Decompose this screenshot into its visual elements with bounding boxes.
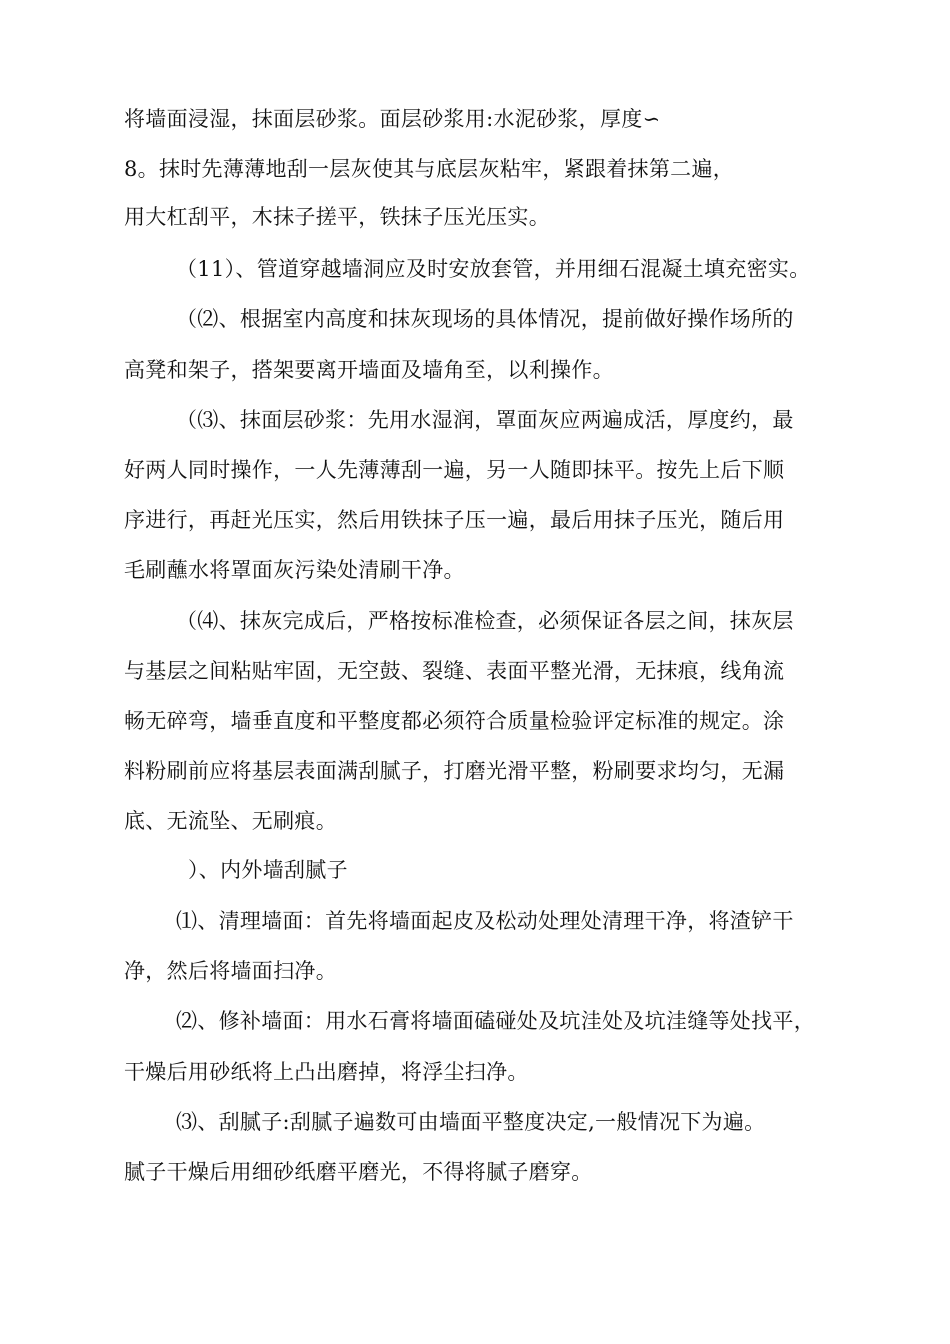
text-line: 干燥后用砂纸将上凸出磨掉，将浮尘扫净。 bbox=[124, 1060, 529, 1084]
text-line: ⑴、清理墙面：首先将墙面起皮及松动处理处清理干净，将渣铲干 bbox=[176, 909, 794, 933]
text-line: 净，然后将墙面扫净。 bbox=[124, 959, 337, 983]
text-line: ⑵、修补墙面：用水石膏将墙面磕碰处及坑洼处及坑洼缝等处找平， bbox=[176, 1009, 815, 1033]
text-line: 腻子干燥后用细砂纸磨平磨光，不得将腻子磨穿。 bbox=[124, 1160, 593, 1184]
text-line: 好两人同时操作，一人先薄薄刮一遍，另一人随即抹平。按先上后下顺 bbox=[124, 458, 785, 482]
text-line: 序进行，再赶光压实，然后用铁抹子压一遍，最后用抹子压光，随后用 bbox=[124, 508, 785, 532]
text-line: 底、无流坠、无刷痕。 bbox=[124, 809, 337, 833]
text-line: 用大杠刮平，木抹子搓平，铁抹子压光压实。 bbox=[124, 205, 550, 229]
section-heading: ）、内外墙刮腻子 bbox=[188, 858, 348, 882]
text-line: 毛刷蘸水将罩面灰污染处清刷干净。 bbox=[124, 558, 465, 582]
text-line: （11）、管道穿越墙洞应及时安放套管，并用细石混凝土填充密实。 bbox=[176, 257, 811, 281]
text-line: 高凳和架子，搭架要离开墙面及墙角至，以利操作。 bbox=[124, 358, 614, 382]
text-line: 将墙面浸湿，抹面层砂浆。面层砂浆用:水泥砂浆，厚度∽ bbox=[124, 107, 661, 131]
text-line: 与基层之间粘贴牢固，无空鼓、裂缝、表面平整光滑，无抹痕，线角流 bbox=[124, 659, 785, 683]
text-line: 畅无碎弯，墙垂直度和平整度都必须符合质量检验评定标准的规定。涂 bbox=[124, 709, 785, 733]
text-line: ⑶、刮腻子:刮腻子遍数可由墙面平整度决定,一般情况下为遍。 bbox=[176, 1110, 766, 1134]
text-line: （⑷、抹灰完成后，严格按标准检查，必须保证各层之间，抹灰层 bbox=[176, 609, 794, 633]
text-line: （⑵、根据室内高度和抹灰现场的具体情况，提前做好操作场所的 bbox=[176, 307, 794, 331]
text-line: （⑶、抹面层砂浆：先用水湿润，罩面灰应两遍成活，厚度约，最 bbox=[176, 408, 794, 432]
text-line: 8。抹时先薄薄地刮一层灰使其与底层灰粘牢，紧跟着抹第二遍， bbox=[124, 157, 735, 181]
text-line: 料粉刷前应将基层表面满刮腻子，打磨光滑平整，粉刷要求均匀，无漏 bbox=[124, 759, 785, 783]
